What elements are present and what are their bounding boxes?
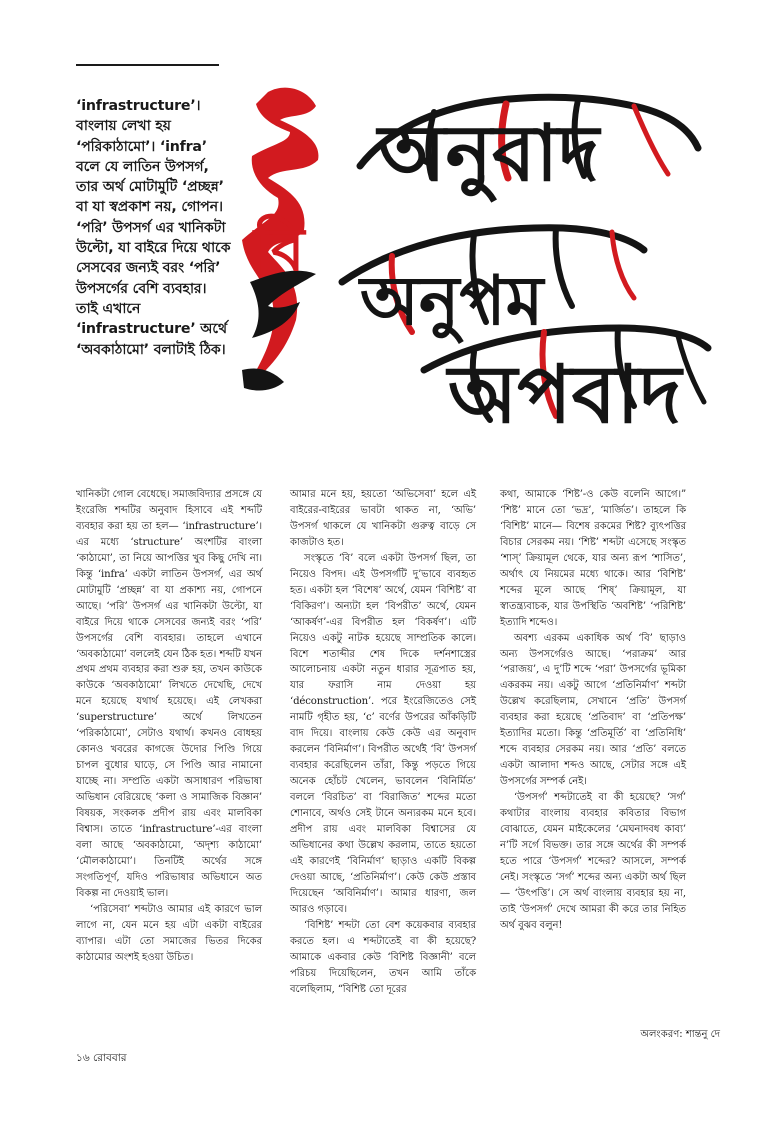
paragraph: কথা, আমাকে ‘শিষ্ট’-ও কেউ বলেনি আগে।” ‘শিষ্ট’ মানে তো ‘ভদ্র’, ‘মার্জিত’। তাহলে কি ‘বিশিষ্ট’ মানে— বিশেষ রকমের শিষ্ট? ব্যুৎপত্তির বিচার সেরকম নয়। ‘শিষ্ট’ শব্দটা এসেছে সংস্কৃত ‘শাস্’ ক্রিয়ামূল থেকে, যার অন্য রূপ ‘শাসিত’, অর্থাৎ যে নিয়মের মধ্যে থাকে। আর ‘বিশিষ্ট’ শব্দের মূলে আছে ‘শিষ্’ ক্রিয়ামূল, যা স্বাতন্ত্র্যবাচক, যার উপস্থিতি ‘অবশিষ্ট’ ‘পরিশিষ্ট’ ইত্যাদি শব্দেও। — [500, 489, 686, 628]
paragraph: খানিকটা গোল বেধেছে। সমাজবিদ্যার প্রসঙ্গে যে ইংরেজি শব্দটির অনুবাদ হিসাবে এই শব্দটি ব্যবহার করা হয় তা হল— ‘infrastructure’। এর মধ্যে ‘structure’ অংশটির বাংলা ‘কাঠামো’, তা নিয়ে আপত্তির খুব কিছু দেখি না। কিন্তু ‘infra’ একটা লাতিন উপসর্গ, এর অর্থ মোটামুটি ‘প্রচ্ছন্ন’ বা যা প্রকাশ্য নয়, গোপনে আছে। ‘পরি’ উপসর্গ এর খানিকটা উল্টো, যা বাইরে দিয়ে থাকে সেসবের জন্যই বরং ‘পরি’ উপসর্গের বেশি ব্যবহার। তাহলে এখানে ‘অবকাঠামো’ বললেই যেন ঠিক হত। শব্দটি যখন প্রথম প্রথম ব্যবহার করা শুরু হয়, তখন কাউকে কাউকে ‘অবকাঠামো’ লিখতে দেখেছি, দেখে মনে হয়েছে যথার্থ হয়েছে। এই লেখকরা ‘superstructure’ অর্থে লিখতেন ‘পরিকাঠামো’, সেটাও যথার্থ। কখনও বোধহয় কোনও খবরের কাগজে উদোর পিণ্ডি গিয়ে চাপল বুধোর ঘাড়ে, সে পিণ্ডি আর নামানো যাচ্ছে না। সম্প্রতি একটা অসাধারণ পরিভাষা অভিধান বেরিয়েছে ‘কলা ও সামাজিক বিজ্ঞান’ বিষয়ক, সংকলক প্রদীপ রায় এবং মালবিকা বিশ্বাস। তাতে ‘infrastructure’-এর বাংলা বলা আছে ‘অবকাঠামো, ‘অদৃশ্য কাঠামো’ ‘মৌলকাঠামো’। তিনটিই অর্থের সঙ্গে সংগতিপূর্ণ, যদিও পরিভাষার অভিধানে অত বিকল্প না দেওয়াই ভাল। — [76, 489, 262, 899]
paragraph: সংস্কৃতে ‘বি’ বলে একটা উপসর্গ ছিল, তা নিয়েও বিপদ। এই উপসর্গটি দু’ভাবে ব্যবহৃত হত। একটা হল ‘বিশেষ’ অর্থে, যেমন ‘বিশিষ্ট’ বা ‘বিকিরণ’। অন্যটা হল ‘বিপরীত’ অর্থে, যেমন ‘আকর্ষণ’-এর বিপরীত হল ‘বিকর্ষণ’। এটি নিয়েও একটু নাটক হয়েছে সাম্প্রতিক কালে। বিশে শতাব্দীর শেষ দিকে দর্শনশাস্ত্রের আলোচনায় একটা নতুন ধারার সূত্রপাত হয়, যার ফরাসি নাম দেওয়া হয় ‘déconstruction’. পরে ইংরেজিতেও সেই নামটি গৃহীত হয়, ‘c’ বর্ণের উপরের আঁকড়িটি বাদ দিয়ে। বাংলায় কেউ কেউ এর অনুবাদ করলেন ‘বিনির্মাণ’। বিপরীত অর্থেই ‘বি’ উপসর্গ ব্যবহার করেছিলেন তাঁরা, কিন্তু পড়তে গিয়ে অনেক হোঁচট খেলেন, ভাবলেন ‘বিনির্মিত’ বললে ‘বিরচিত’ বা ‘বিরাজিত’ শব্দের মতো শোনাবে, অর্থও সেই টানে অন্যরকম মনে হবে। প্রদীপ রায় এবং মালবিকা বিশ্বাসের যে অভিধানের কথা উল্লেখ করলাম, তাতে হয়তো এই কারণেই ‘বিনির্মাণ’ ছাড়াও একটি বিকল্প দেওয়া আছে, ‘প্রতিনির্মাণ’। কেউ কেউ প্রস্তাব দিয়েছেন ‘অবিনির্মাণ’। আমার ধারণা, জল আরও গড়াবে। — [290, 552, 476, 915]
paragraph: ‘পরিসেবা’ শব্দটাও আমার এই কারণে ভাল লাগে না, যেন মনে হয় এটা একটা বাইরের ব্যাপার। এটা তো সমাজের ভিতর দিকের কাঠামোর অংশই হওয়া উচিত। — [76, 903, 262, 963]
paragraph: অবশ্য এরকম একাধিক অর্থ ‘বি’ ছাড়াও অন্য উপসর্গেরও আছে। ‘পরাক্রম’ আর ‘পরাজয়’, এ দু’টি শব্দে ‘পরা’ উপসর্গের ভূমিকা একরকম নয়। একটু আগে ‘প্রতিনির্মাণ’ শব্দটা উল্লেখ করেছিলাম, সেখানে ‘প্রতি’ উপসর্গ ব্যবহার করা হয়েছে ‘প্রতিবাদ’ বা ‘প্রতিপক্ষ’ ইত্যাদির মতো। কিন্তু ‘প্রতিমূর্তি’ বা ‘প্রতিনিধি’ শব্দে ব্যবহার সেরকম নয়। আর ‘প্রতি’ বলতে একটা আলাদা শব্দও আছে, সেটার সঙ্গে এই উপসর্গের সম্পর্ক নেই। — [500, 632, 686, 788]
top-rule — [76, 64, 219, 66]
paragraph: আমার মনে হয়, হয়তো ‘অভিসেবা’ হলে এই বাইরের-বাইরের ভাবটা থাকত না, ‘অভি’ উপসর্গ থাকলে যে খানিকটা গুরুত্ব বাড়ে সে কাজটাও হত। — [290, 489, 476, 548]
body-column-1 — [76, 487, 262, 966]
paragraph: ‘বিশিষ্ট’ শব্দটা তো বেশ কয়েকবার ব্যবহার করতে হল। এ শব্দটাতেই বা কী হয়েছে? আমাকে একবার কেউ ‘বিশিষ্ট বিজ্ঞানী’ বলে পরিচয় দিয়েছিলেন, তখন আমি তাঁকে বলেছিলাম, “বিশিষ্ট তো দূরের — [290, 919, 476, 995]
title-word-1: অনুবাদ — [378, 110, 600, 197]
title-word-3: অপবাদ — [448, 352, 682, 440]
page-folio: ১৬ রোববার — [76, 1052, 127, 1064]
title-word-2: অনুপম — [360, 263, 544, 339]
pull-quote: ‘infrastructure’। বাংলায় লেখা হয় ‘পরিকাঠামো’। ‘infra’ বলে যে লাতিন উপসর্গ, তার অর্থ মোটামুটি ‘প্রচ্ছন্ন’ বা যা স্বপ্রকাশ নয়, গোপন। ‘পরি’ উপসর্গ এর খানিকটা উল্টো, যা বাইরে দিয়ে থাকে সেসবের জন্যই বরং ‘পরি’ উপসর্গের বেশি ব্যবহার। তাই এখানে ‘infrastructure’ অর্থে ‘অবকাঠামো’ বলাটাই ঠিক। — [76, 98, 231, 358]
title-calligraphy — [238, 70, 716, 440]
body-column-3 — [500, 487, 686, 934]
title-red-letter: বি — [254, 217, 305, 283]
paragraph: ‘উপসর্গ’ শব্দটাতেই বা কী হয়েছে? ‘সর্গ’ কথাটার বাংলায় ব্যবহার কবিতার বিভাগ বোঝাতে, যেমন মাইকেলের ‘মেঘনাদবধ কাব্য’ ন’টি সর্গে বিভক্ত। তার সঙ্গে অর্থের কী সম্পর্ক হতে পারে ‘উপসর্গ’ শব্দের? আসলে, সম্পর্ক নেই। সংস্কৃতে ‘সর্গ’ শব্দের অন্য একটা অর্থ ছিল— ‘উৎপত্তি’। সে অর্থ বাংলায় ব্যবহার হয় না, তাই ‘উপসর্গ’ দেখে আমরা কী করে তার নিহিত অর্থ বুঝব বলুন! — [500, 792, 686, 931]
body-column-2 — [290, 487, 476, 998]
illustration-credit: অলংকরণ: শান্তনু দে — [640, 1029, 720, 1040]
